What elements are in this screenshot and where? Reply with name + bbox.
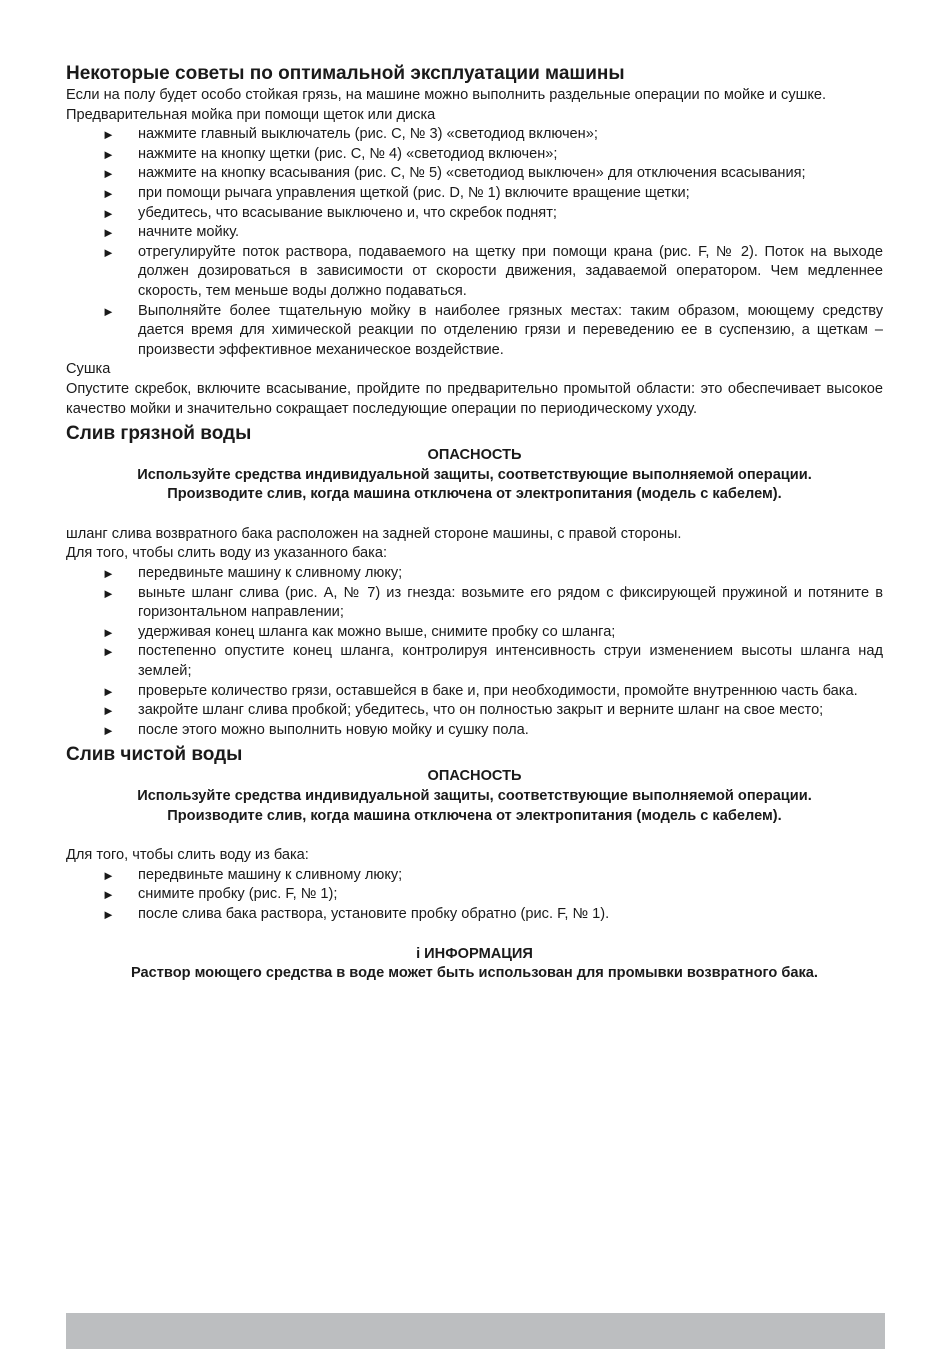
clean-bullet-list	[66, 866, 883, 925]
arrow-bullet-icon: ►	[102, 127, 115, 143]
arrow-bullet-icon: ►	[102, 566, 115, 582]
list-item: ► передвиньте машину к сливному люку;	[66, 866, 883, 886]
section-title-tips: Некоторые советы по оптимальной эксплуатации машины	[66, 63, 625, 84]
list-item: ► после этого можно выполнить новую мойку и сушку пола.	[66, 721, 883, 741]
list-item: ► нажмите главный выключатель (рис. C, № 3) «светодиод включен»;	[66, 125, 883, 145]
dirty-bullet-list	[66, 564, 883, 740]
list-item: ► нажмите на кнопку всасывания (рис. C, № 5) «светодиод выключен» для отключения всасывания;	[66, 164, 883, 184]
arrow-bullet-icon: ►	[102, 867, 115, 883]
document-page	[66, 62, 883, 984]
arrow-bullet-icon: ►	[102, 703, 115, 719]
list-item: ► начните мойку.	[66, 223, 883, 243]
clean-text-1: Для того, чтобы слить воду из бака:	[66, 847, 309, 864]
danger-label: ОПАСНОСТЬ	[427, 768, 522, 785]
list-item: ► выньте шланг слива (рис. A, № 7) из гнезда: возьмите его рядом с фиксирующей пружиной и потяните в горизонтальном направлении;	[102, 584, 883, 621]
list-item: ► закройте шланг слива пробкой; убедитесь, что он полностью закрыт и верните шланг на свое место;	[66, 701, 883, 721]
arrow-bullet-icon: ►	[102, 683, 115, 699]
arrow-bullet-icon: ►	[102, 205, 115, 221]
arrow-bullet-icon: ►	[102, 244, 115, 260]
arrow-bullet-icon: ►	[102, 644, 115, 660]
danger-label: ОПАСНОСТЬ	[427, 447, 522, 464]
arrow-bullet-icon: ►	[102, 624, 115, 640]
arrow-bullet-icon: ►	[102, 146, 115, 162]
danger-text-line-2: Производите слив, когда машина отключена от электропитания (модель с кабелем).	[167, 807, 782, 824]
arrow-bullet-icon: ►	[102, 166, 115, 182]
arrow-bullet-icon: ►	[102, 225, 115, 241]
dirty-text-1: шланг слива возвратного бака расположен на задней стороне машины, с правой стороны.	[66, 525, 682, 542]
list-item: ► нажмите на кнопку щетки (рис. C, № 4) «светодиод включен»;	[66, 145, 883, 165]
tips-intro: Если на полу будет особо стойкая грязь, на машине можно выполнить раздельные операции по мойке и сушке.	[66, 87, 827, 103]
arrow-bullet-icon: ►	[102, 303, 115, 319]
danger-text-line-1: Используйте средства индивидуальной защиты, соответствующие выполняемой операции.	[137, 788, 812, 804]
section-title-clean-water: Слив чистой воды	[66, 744, 243, 766]
list-item: ► постепенно опустите конец шланга, контролируя интенсивность струи изменением высоты шланга над землей;	[102, 643, 883, 680]
danger-text-line-2: Производите слив, когда машина отключена от электропитания (модель с кабелем).	[167, 486, 782, 503]
list-item: ► Выполняйте более тщательную мойку в наиболее грязных местах: таким образом, моющему средству дается время для химической реакции по отделению грязи и переведению ее в суспензию, а щеткам – произвести эффективное механическое воздействие.	[102, 302, 883, 358]
arrow-bullet-icon: ►	[102, 722, 115, 738]
drying-label: Сушка	[66, 361, 111, 378]
dirty-text-2: Для того, чтобы слить воду из указанного бака:	[66, 545, 388, 562]
danger-text-line-1: Используйте средства индивидуальной защиты, соответствующие выполняемой операции.	[137, 466, 812, 483]
list-item: ► удерживая конец шланга как можно выше, снимите пробку со шланга;	[66, 623, 883, 643]
info-text: Раствор моющего средства в воде может быть использован для промывки возвратного бака.	[131, 965, 818, 982]
list-item: ► передвиньте машину к сливному люку;	[66, 564, 883, 584]
arrow-bullet-icon: ►	[102, 887, 115, 903]
drying-text: Опустите скребок, включите всасывание, пройдите по предварительно промытой области: это обеспечивает высокое качество мойки и значительно сокращает последующие операции по периодическому уходу.	[66, 380, 883, 417]
list-item: ► убедитесь, что всасывание выключено и, что скребок поднят;	[66, 204, 883, 224]
list-item: ► отрегулируйте поток раствора, подаваемого на щетку при помощи крана (рис. F, № 2). Поток на выходе должен дозироваться в зависимости от скорости движения, задаваемой оператором. Чем медленнее скорость, тем меньше воды должно подаваться.	[102, 243, 883, 299]
arrow-bullet-icon: ►	[102, 185, 115, 201]
list-item: ► при помощи рычага управления щеткой (рис. D, № 1) включите вращение щетки;	[66, 184, 883, 204]
list-item: ► проверьте количество грязи, оставшейся в баке и, при необходимости, промойте внутреннюю часть бака.	[66, 682, 883, 702]
prewash-label: Предварительная мойка при помощи щеток или диска	[66, 106, 436, 123]
list-item: ► после слива бака раствора, установите пробку обратно (рис. F, № 1).	[66, 905, 883, 925]
footer-bar	[66, 1313, 885, 1349]
info-label: i ИНФОРМАЦИЯ	[416, 945, 533, 962]
arrow-bullet-icon: ►	[102, 906, 115, 922]
section-title-dirty-water: Слив грязной воды	[66, 423, 252, 445]
arrow-bullet-icon: ►	[102, 585, 115, 601]
tips-bullet-list	[66, 125, 883, 360]
list-item: ► снимите пробку (рис. F, № 1);	[66, 885, 883, 905]
